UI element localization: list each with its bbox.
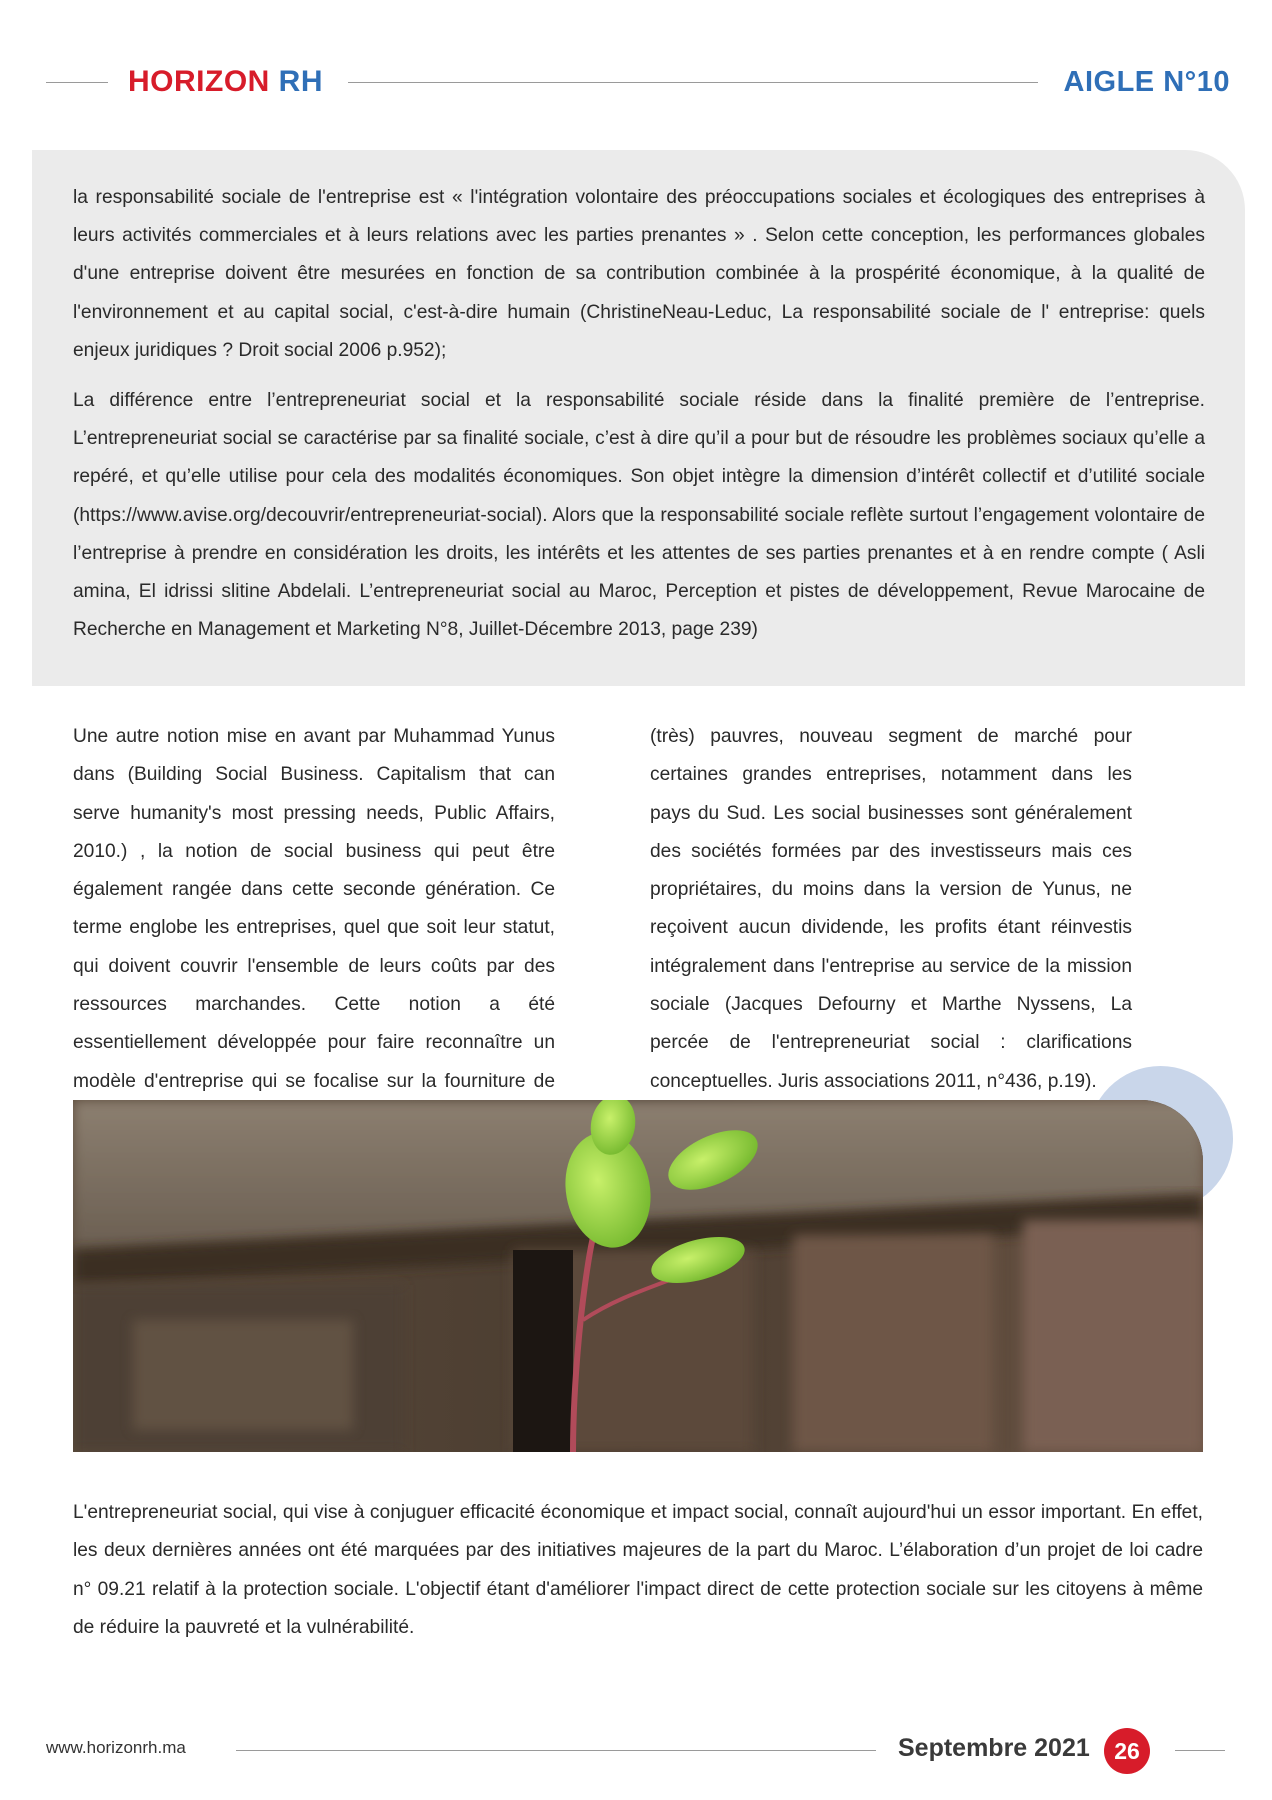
magazine-logo [128,62,323,102]
box-paragraph-1: la responsabilité sociale de l'entreprise est « l'intégration volontaire des préoccupations sociales et écologiques des entreprises à leurs activités commerciales et à leurs relations avec les parties prenantes » . Selon cette conception, les performances globales d'une entreprise doivent être mesurées en fonction de sa contribution combinée à la prospérité économique, à la qualité de l'environnement et au capital social, c'est-à-dire humain (ChristineNeau-Leduc, La responsabilité sociale de l' entreprise: quels enjeux juridiques ? Droit social 2006 p.952); [73,187,1205,361]
issue-number: AIGLE N°10 [1063,66,1230,98]
column-left-text: Une autre notion mise en avant par Muhammad Yunus dans (Building Social Business. Capitalism that can serve humanity's most pressing needs, Public Affairs, 2010.) , la notion de social business qui peut être également rangée dans cette seconde génération. Ce terme englobe les entreprises, quel que soit leur statut, qui doivent couvrir l'ensemble de leurs coûts par des ressources marchandes. Cette notion a été essentiellement développée pour faire reconnaître un modèle d'entreprise qui se focalise sur la fourniture de [73,726,555,1092]
website-link[interactable]: www.horizonrh.ma [46,1738,186,1757]
footer-rule-right [1175,1750,1225,1751]
logo-rh: RH [278,65,324,98]
issue-date: Septembre 2021 [898,1734,1090,1762]
sprout-in-brick-wall-icon [73,1100,1203,1452]
header-rule-left [46,82,108,83]
column-right-text: (très) pauvres, nouveau segment de marché pour certaines grandes entreprises, notamment dans les pays du Sud. Les social businesses sont généralement des sociétés formées par des investisseurs mais ces propriétaires, du moins dans la version de Yunus, ne reçoivent aucun dividende, les profits étant réinvestis intégralement dans l'entreprise au service de la mission sociale (Jacques Defourny et Marthe Nyssens, La percée de l'entrepreneuriat social : clarifications conceptuelles. Juris associations 2011, n°436, p.19). [650,726,1132,1092]
logo-horizon: HORIZON [128,65,270,98]
sprout-photo [73,1100,1203,1452]
page-footer [0,1728,1272,1772]
page-header [0,62,1272,102]
header-rule-center [348,82,1038,83]
page-number: 26 [1104,1728,1150,1774]
footer-rule-left [236,1750,876,1751]
bottom-paragraph: L'entrepreneuriat social, qui vise à conjuguer efficacité économique et impact social, connaît aujourd'hui un essor important. En effet, les deux dernières années ont été marquées par des initiatives majeures de la part du Maroc. L’élaboration d’un projet de loi cadre n° 09.21 relatif à la protection sociale. L'objectif étant d'améliorer l'impact direct de cette protection sociale sur les citoyens à même de réduire la pauvreté et la vulnérabilité. [73,1502,1203,1638]
box-paragraph-2: La différence entre l’entrepreneuriat social et la responsabilité sociale réside dans la finalité première de l’entreprise. L’entrepreneuriat social se caractérise par sa finalité sociale, c’est à dire qu’il a pour but de résoudre les problèmes sociaux qu’elle a repéré, et qu’elle utilise pour cela des modalités économiques. Son objet intègre la dimension d’intérêt collectif et d’utilité sociale (https://www.avise.org/decouvrir/entrepreneuriat-social). Alors que la responsabilité sociale reflète surtout l’engagement volontaire de l’entreprise à prendre en considération les droits, les intérêts et les attentes de ses parties prenantes et à en rendre compte ( Asli amina, El idrissi slitine Abdelali. L’entrepreneuriat social au Maroc, Perception et pistes de développement, Revue Marocaine de Recherche en Management et Marketing N°8, Juillet-Décembre 2013, page 239) [73,390,1205,641]
